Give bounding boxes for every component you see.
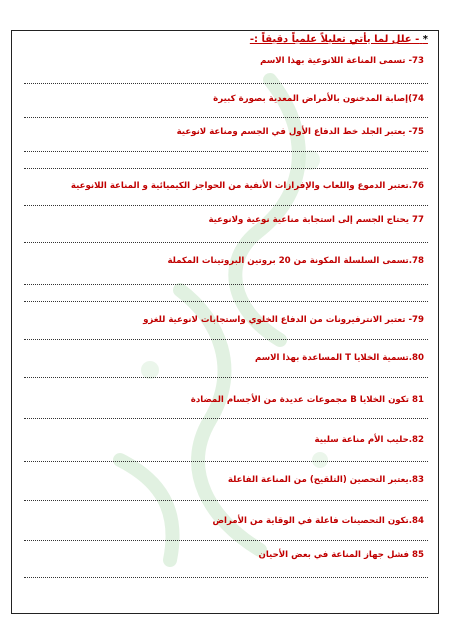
answer-line	[24, 577, 428, 578]
question-84: 84.تكون التحصينات فاعلة في الوقاية من الأمراض	[212, 516, 424, 526]
answer-line	[24, 418, 428, 419]
question-81: 81 تكون الخلايا B مجموعات عديدة من الأجسام المضادة	[190, 395, 424, 405]
header-marker: *	[422, 34, 428, 45]
question-85: 85 فشل جهاز المناعة في بعض الأحيان	[258, 550, 424, 560]
answer-line	[24, 242, 428, 243]
answer-line	[24, 284, 428, 285]
header-title: - علل لما يأتي تعليلاً علمياً دقيقاً :-	[249, 34, 420, 45]
question-79: 79- تعتبر الانترفيرونات من الدفاع الخلوي واستجابات لانوعية للغزو	[143, 315, 424, 325]
question-76: 76.تعتبر الدموع واللعاب والإفرازات الأنفية من الحواجز الكيميائية و المناعة اللانوعية	[70, 181, 424, 191]
question-77: 77 يحتاج الجسم إلى استجابة مناعية نوعية ولانوعية	[208, 215, 424, 225]
answer-line	[24, 540, 428, 541]
answer-line	[24, 117, 428, 118]
answer-line	[24, 339, 428, 340]
answer-line	[24, 301, 428, 302]
question-83: 83.يعتبر التحصين (التلقيح) من المناعة الفاعلة	[227, 475, 424, 485]
answer-line	[24, 377, 428, 378]
answer-line	[24, 168, 428, 169]
answer-line	[24, 205, 428, 206]
question-78: 78.تسمى السلسلة المكونة من 20 بروتين البروتينات المكملة	[167, 256, 424, 266]
answer-line	[24, 83, 428, 84]
question-80: 80.تسمية الخلايا T المساعدة بهذا الاسم	[254, 353, 424, 363]
question-73: 73- تسمى المناعة اللانوعية بهذا الاسم	[260, 56, 424, 66]
answer-line	[24, 151, 428, 152]
answer-line	[24, 500, 428, 501]
question-82: 82.حليب الأم مناعة سلبية	[314, 435, 424, 445]
answer-line	[24, 461, 428, 462]
question-74: 74)إصابة المدخنون بالأمراض المعدية بصورة كبيرة	[213, 94, 424, 104]
question-75: 75- يعتبر الجلد خط الدفاع الأول في الجسم ومناعة لانوعية	[176, 127, 424, 137]
